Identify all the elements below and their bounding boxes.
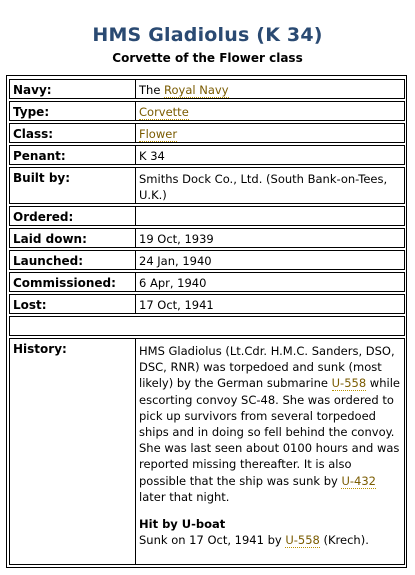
commissioned-value: 6 Apr, 1940 [135,272,405,292]
built-by-value: Smiths Dock Co., Ltd. (South Bank-on-Tees, U.K.) [135,167,405,204]
ordered-value [135,206,405,226]
page-subtitle: Corvette of the Flower class [112,51,303,65]
class-value [135,123,405,143]
commissioned-label: Commissioned: [9,272,136,292]
ordered-label: Ordered: [9,206,136,226]
history-value [135,338,405,565]
laid-down-value: 19 Oct, 1939 [135,228,405,248]
ship-info-table [6,75,407,568]
type-value [135,101,405,121]
launched-value: 24 Jan, 1940 [135,250,405,270]
type-label: Type: [9,101,136,121]
pennant-label: Penant: [9,145,136,165]
corvette-link[interactable]: Corvette [139,105,189,119]
page-title: HMS Gladiolus (K 34) [92,24,323,46]
hit-by-uboat-heading: Hit by U-boat [139,517,226,532]
navy-prefix: The [139,83,165,97]
laid-down-label: Laid down: [9,228,136,248]
flower-class-link[interactable]: Flower [139,127,178,141]
pennant-value: K 34 [135,145,405,165]
royal-navy-link[interactable]: Royal Navy [164,83,229,97]
hit-text-suffix: (Krech). [319,533,369,548]
hit-text-prefix: Sunk on 17 Oct, 1941 by [139,533,286,548]
lost-value: 17 Oct, 1941 [135,294,405,314]
navy-label: Navy: [9,79,136,99]
u-558-link[interactable]: U-558 [331,376,367,391]
spacer-row [9,316,405,336]
u-558-hit-link[interactable]: U-558 [285,533,320,548]
history-text-1: HMS Gladiolus (Lt.Cdr. H.M.C. Sanders, DSO, DSC, RNR) was torpedoed and sunk (most likely) by the German submarine [139,344,395,391]
history-label: History: [9,338,136,565]
history-text-3: later that night. [139,489,230,504]
built-by-label: Built by: [9,167,136,204]
launched-label: Launched: [9,250,136,270]
class-label: Class: [9,123,136,143]
u-432-link[interactable]: U-432 [341,473,376,488]
lost-label: Lost: [9,294,136,314]
history-text-2: while escorting convoy SC-48. She was ordered to pick up survivors from several torpedoed ships and in doing so fell behind the convoy. She was last seen about 0100 hours and was reported missing thereafter. It is also possible that the ship was sunk by [139,376,400,488]
navy-value [135,79,405,99]
